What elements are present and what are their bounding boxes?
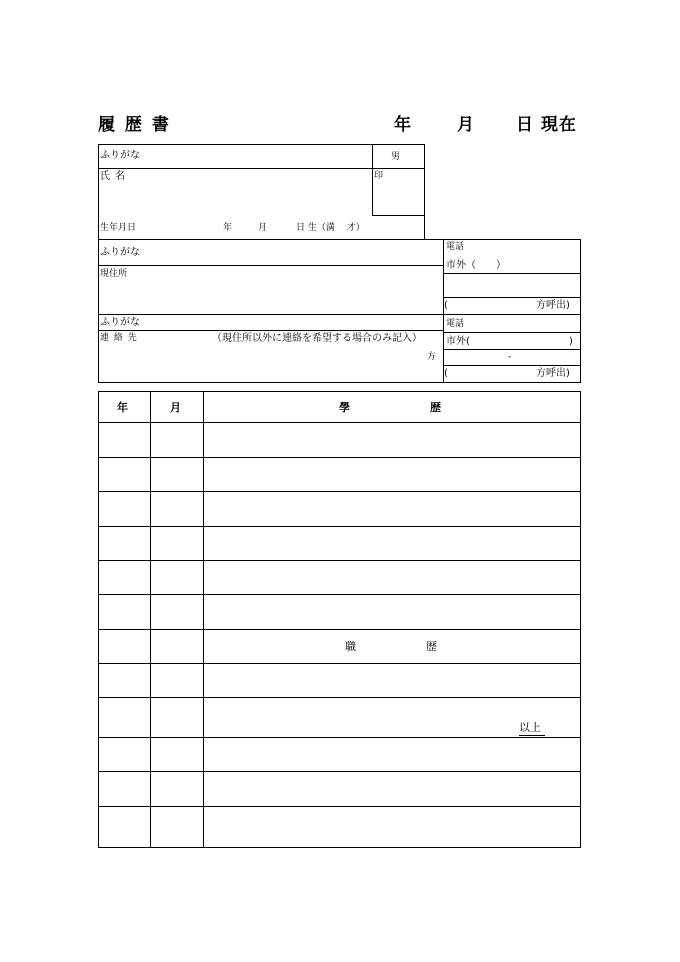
- contact-phone-label: 電話: [446, 319, 465, 329]
- history-row-11-year[interactable]: [100, 773, 148, 805]
- history-row-4-year[interactable]: [100, 528, 148, 559]
- date-month-label: 月: [457, 115, 474, 135]
- history-row-5-detail[interactable]: [205, 562, 579, 593]
- seal-field[interactable]: [374, 184, 423, 214]
- history-row-3-detail[interactable]: [205, 493, 579, 525]
- history-row-10-year[interactable]: [100, 739, 148, 770]
- history-row-1-detail[interactable]: [205, 424, 579, 456]
- career-header-right: 歴: [426, 640, 437, 653]
- history-month-header: 月: [170, 401, 181, 414]
- contact-note: （現住所以外に連絡を希望する場合のみ記入）: [212, 333, 422, 344]
- history-row-6-month[interactable]: [152, 596, 202, 628]
- address-area-code: 市外（ ）: [446, 260, 506, 271]
- end-mark-underline: [519, 735, 545, 736]
- history-row-11-month[interactable]: [152, 773, 202, 805]
- contact-furigana-field[interactable]: [150, 316, 440, 329]
- history-row-1-month[interactable]: [152, 424, 202, 456]
- history-row-10-month[interactable]: [152, 739, 202, 770]
- history-row-10-detail[interactable]: [205, 739, 579, 770]
- history-row-3-year[interactable]: [100, 493, 148, 525]
- address-phone-field[interactable]: [446, 276, 578, 295]
- history-row-4-month[interactable]: [152, 528, 202, 559]
- history-row-9-month[interactable]: [152, 699, 202, 736]
- history-row-8-detail[interactable]: [205, 665, 579, 696]
- address-field[interactable]: [100, 282, 440, 312]
- history-row-5-year[interactable]: [100, 562, 148, 593]
- contact-call-via-open: (: [444, 368, 448, 379]
- contact-area-code: 市外(: [446, 336, 470, 347]
- name-field[interactable]: [100, 185, 370, 215]
- contact-care-of: 方: [427, 352, 437, 362]
- education-header-right: 歴: [430, 401, 441, 414]
- contact-address-field[interactable]: [100, 346, 422, 380]
- history-row-5-month[interactable]: [152, 562, 202, 593]
- history-row-12-month[interactable]: [152, 808, 202, 847]
- name-label: 氏 名: [100, 171, 127, 182]
- address-furigana-field[interactable]: [150, 241, 440, 264]
- history-row-6-year[interactable]: [100, 596, 148, 628]
- address-call-via-close: 方呼出): [536, 300, 570, 311]
- history-row-2-year[interactable]: [100, 459, 148, 490]
- gender-field[interactable]: [374, 146, 423, 167]
- seal-label: 印: [374, 171, 384, 181]
- history-row-6-detail[interactable]: [205, 596, 579, 628]
- end-mark: 以上: [519, 721, 541, 734]
- address-furigana-label: ふりがな: [100, 247, 140, 258]
- contact-furigana-label: ふりがな: [100, 317, 140, 328]
- history-row-11-detail[interactable]: [205, 773, 579, 805]
- history-row-3-month[interactable]: [152, 493, 202, 525]
- history-row-9-year[interactable]: [100, 699, 148, 736]
- birth-day-age-label: 日 生（満 才）: [296, 223, 365, 233]
- contact-label: 連 絡 先: [100, 333, 138, 343]
- birth-month-label: 月: [258, 223, 268, 233]
- date-year-label: 年: [394, 115, 411, 135]
- history-row-12-year[interactable]: [100, 808, 148, 847]
- history-row-4-detail[interactable]: [205, 528, 579, 559]
- name-furigana-field[interactable]: [150, 146, 370, 167]
- contact-call-via-close: 方呼出): [536, 368, 570, 379]
- name-furigana-label: ふりがな: [100, 150, 140, 161]
- birthdate-label: 生年月日: [100, 223, 137, 233]
- career-header-left: 職: [345, 640, 356, 653]
- birthdate-field[interactable]: [150, 219, 370, 237]
- history-row-8-month[interactable]: [152, 665, 202, 696]
- history-row-2-month[interactable]: [152, 459, 202, 490]
- address-phone-label: 電話: [446, 242, 465, 252]
- contact-area-code-close: ): [569, 336, 573, 347]
- date-day-label: 日 現在: [516, 115, 577, 135]
- history-row-2-detail[interactable]: [205, 459, 579, 490]
- address-call-via-open: (: [444, 300, 448, 311]
- history-row-12-detail[interactable]: [205, 808, 579, 847]
- gender-label: 男: [391, 152, 401, 162]
- contact-number-dash: -: [508, 352, 512, 362]
- history-row-8-year[interactable]: [100, 665, 148, 696]
- history-year-header: 年: [117, 401, 128, 414]
- address-label: 現住所: [100, 269, 128, 279]
- history-row-1-year[interactable]: [100, 424, 148, 456]
- education-header-left: 學: [339, 401, 350, 414]
- document-title: 履 歴 書: [98, 115, 171, 135]
- birth-year-label: 年: [223, 223, 233, 233]
- contact-phone-field[interactable]: [446, 351, 578, 364]
